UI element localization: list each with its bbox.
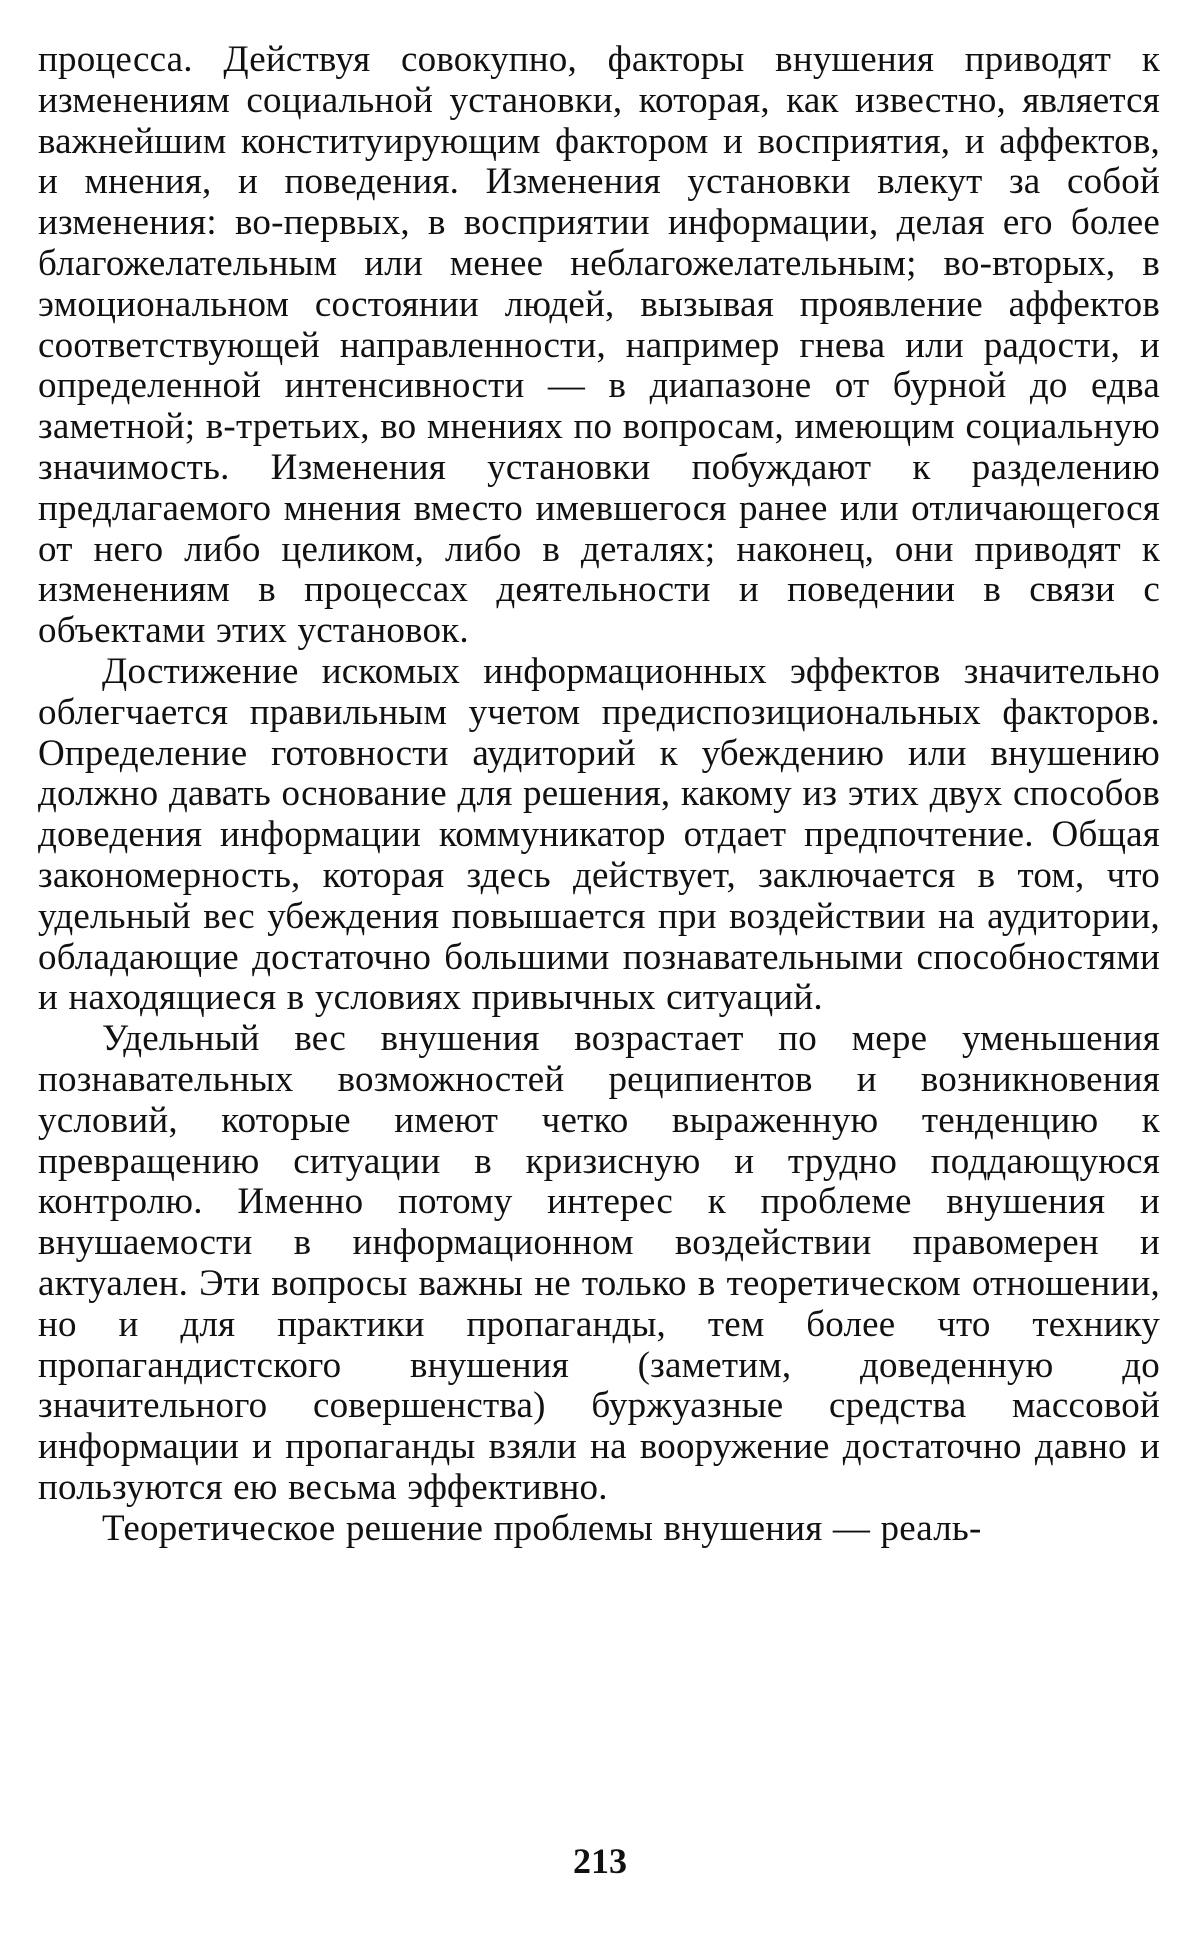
paragraph-predispositional-factors: Достижение искомых информационных эффектов значительно облегчается правильным учетом предиспозициональных факторов. Определение готовности аудиторий к убеждению или внушению должно давать основание для решения, какому из этих двух способов доведения информации коммуникатор отдает предпочтение. Общая закономерность, которая здесь действует, заключается в том, что удельный вес убеждения повышается при воздействии на аудитории, обладающие достаточно большими познавательными способностями и находящиеся в условиях привычных ситуаций. bbox=[38, 650, 1160, 1019]
paragraph-continuation: процесса. Действуя совокупно, факторы внушения приводят к изменениям социальной установки, которая, как известно, является важнейшим конституирующим фактором и восприятия, и аффектов, и мнения, и поведения. Изменения установки влекут за собой изменения: во-первых, в восприятии информации, делая его более благожелательным или менее неблагожелательным; во-вторых, в эмоциональном состоянии людей, вызывая проявление аффектов соответствующей направленности, например гнева или радости, и определенной интенсивности — в диапазоне от бурной до едва заметной; в-третьих, во мнениях по вопросам, имеющим социальную значимость. Изменения установки побуждают к разделению предлагаемого мнения вместо имевшегося ранее или отличающегося от него либо целиком, либо в деталях; наконец, они приводят к изменениям в процессах деятельности и поведении в связи с объектами этих установок. bbox=[38, 39, 1160, 652]
paragraph-theoretical-solution: Теоретическое решение проблемы внушения — реаль- bbox=[102, 1507, 982, 1549]
paragraph-suggestion-weight: Удельный вес внушения возрастает по мере уменьшения познавательных возможностей реципиентов и возникновения условий, которые имеют четко выраженную тенденцию к превращению ситуации в кризисную и трудно поддающуюся контролю. Именно потому интерес к проблеме внушения и внушаемости в информационном воздействии правомерен и актуален. Эти вопросы важны не только в теоретическом отношении, но и для практики пропаганды, тем более что технику пропагандистского внушения (заметим, доведенную до значительного совершенства) буржуазные средства массовой информации и пропаганды взяли на вооружение достаточно давно и пользуются ею весьма эффективно. bbox=[38, 1018, 1160, 1508]
page-body bbox=[38, 40, 1160, 1549]
page-number: 213 bbox=[573, 1841, 627, 1881]
